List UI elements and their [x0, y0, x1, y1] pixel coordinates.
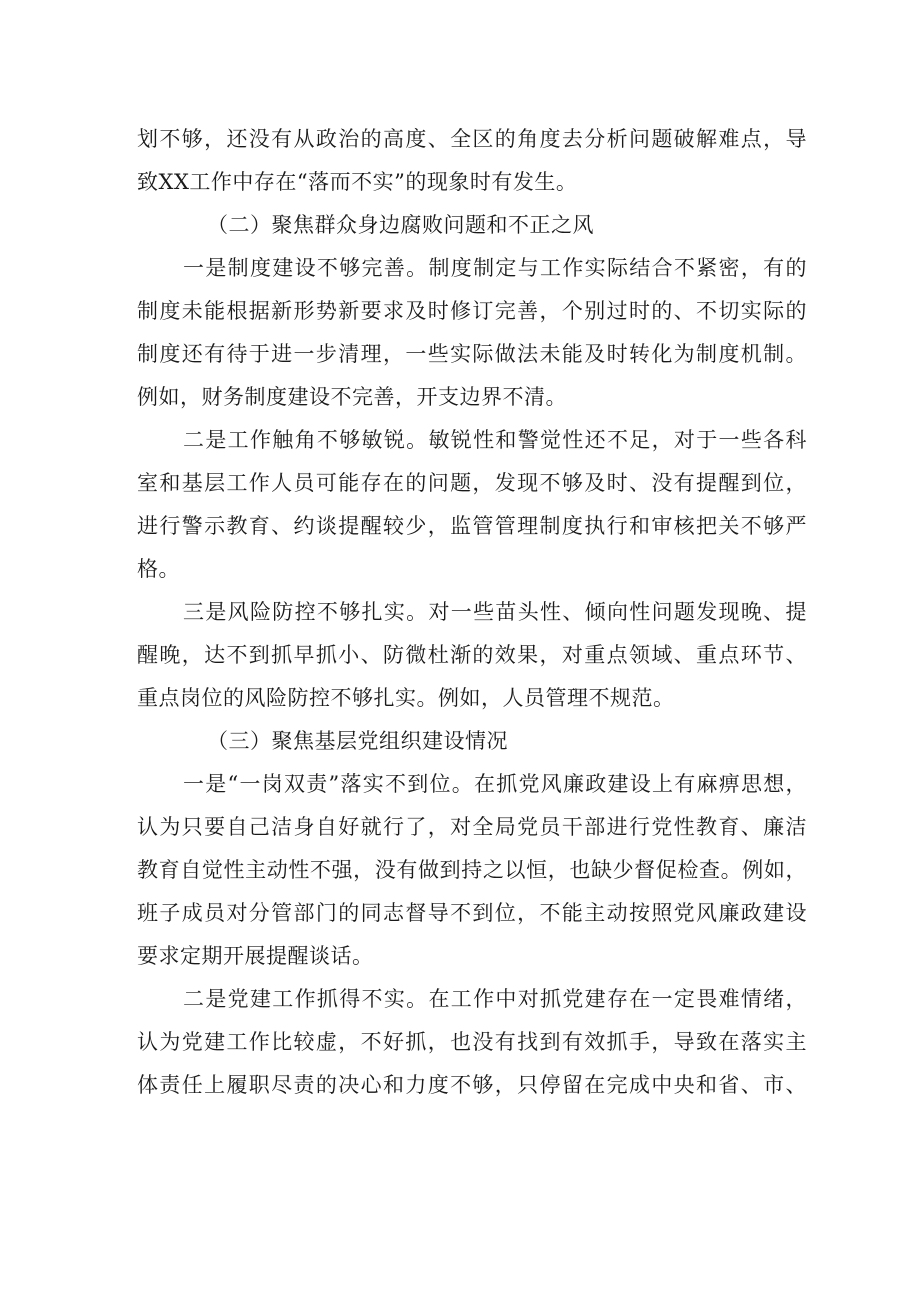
paragraph-line: 制度还有待于进一步清理，一些实际做法未能及时转化为制度机制。 — [137, 342, 807, 366]
paragraph-line: 划不够，还没有从政治的高度、全区的角度去分析问题破解难点，导 — [137, 127, 807, 151]
paragraph-line: 格。 — [137, 557, 180, 581]
paragraph-line: 致XX工作中存在“落而不实”的现象时有发生。 — [137, 170, 578, 194]
paragraph-line: 班子成员对分管部门的同志督导不到位，不能主动按照党风廉政建设 — [137, 901, 807, 925]
paragraph-line: 二是工作触角不够敏锐。敏锐性和警觉性还不足，对于一些各科 — [183, 428, 807, 452]
paragraph-line: 体责任上履职尽责的决心和力度不够，只停留在完成中央和省、市、 — [137, 1073, 807, 1097]
paragraph-line: 重点岗位的风险防控不够扎实。例如，人员管理不规范。 — [137, 686, 675, 710]
paragraph-line: 一是“一岗双责”落实不到位。在抓党风廉政建设上有麻痹思想， — [183, 772, 807, 796]
paragraph-line: 认为党建工作比较虚，不好抓，也没有找到有效抓手，导致在落实主 — [137, 1030, 807, 1054]
paragraph-line: 认为只要自己洁身自好就行了，对全局党员干部进行党性教育、廉洁 — [137, 815, 807, 839]
document-body — [137, 118, 807, 1107]
section-heading: （三）聚焦基层党组织建设情况 — [207, 729, 508, 753]
paragraph-line: 教育自觉性主动性不强，没有做到持之以恒，也缺少督促检查。例如， — [137, 858, 807, 882]
paragraph-line: 要求定期开展提醒谈话。 — [137, 944, 374, 968]
paragraph-line: 制度未能根据新形势新要求及时修订完善，个别过时的、不切实际的 — [137, 299, 807, 323]
paragraph-line: 二是党建工作抓得不实。在工作中对抓党建存在一定畏难情绪， — [183, 987, 807, 1011]
paragraph-line: 室和基层工作人员可能存在的问题，发现不够及时、没有提醒到位， — [137, 471, 807, 495]
paragraph-line: 进行警示教育、约谈提醒较少，监管管理制度执行和审核把关不够严 — [137, 514, 807, 538]
paragraph-line: 醒晚，达不到抓早抓小、防微杜渐的效果，对重点领域、重点环节、 — [137, 643, 807, 667]
paragraph-line: 三是风险防控不够扎实。对一些苗头性、倾向性问题发现晚、提 — [183, 600, 807, 624]
paragraph-line: 例如，财务制度建设不完善，开支边界不清。 — [137, 385, 567, 409]
section-heading: （二）聚焦群众身边腐败问题和不正之风 — [207, 213, 594, 237]
paragraph-line: 一是制度建设不够完善。制度制定与工作实际结合不紧密，有的 — [183, 256, 807, 280]
